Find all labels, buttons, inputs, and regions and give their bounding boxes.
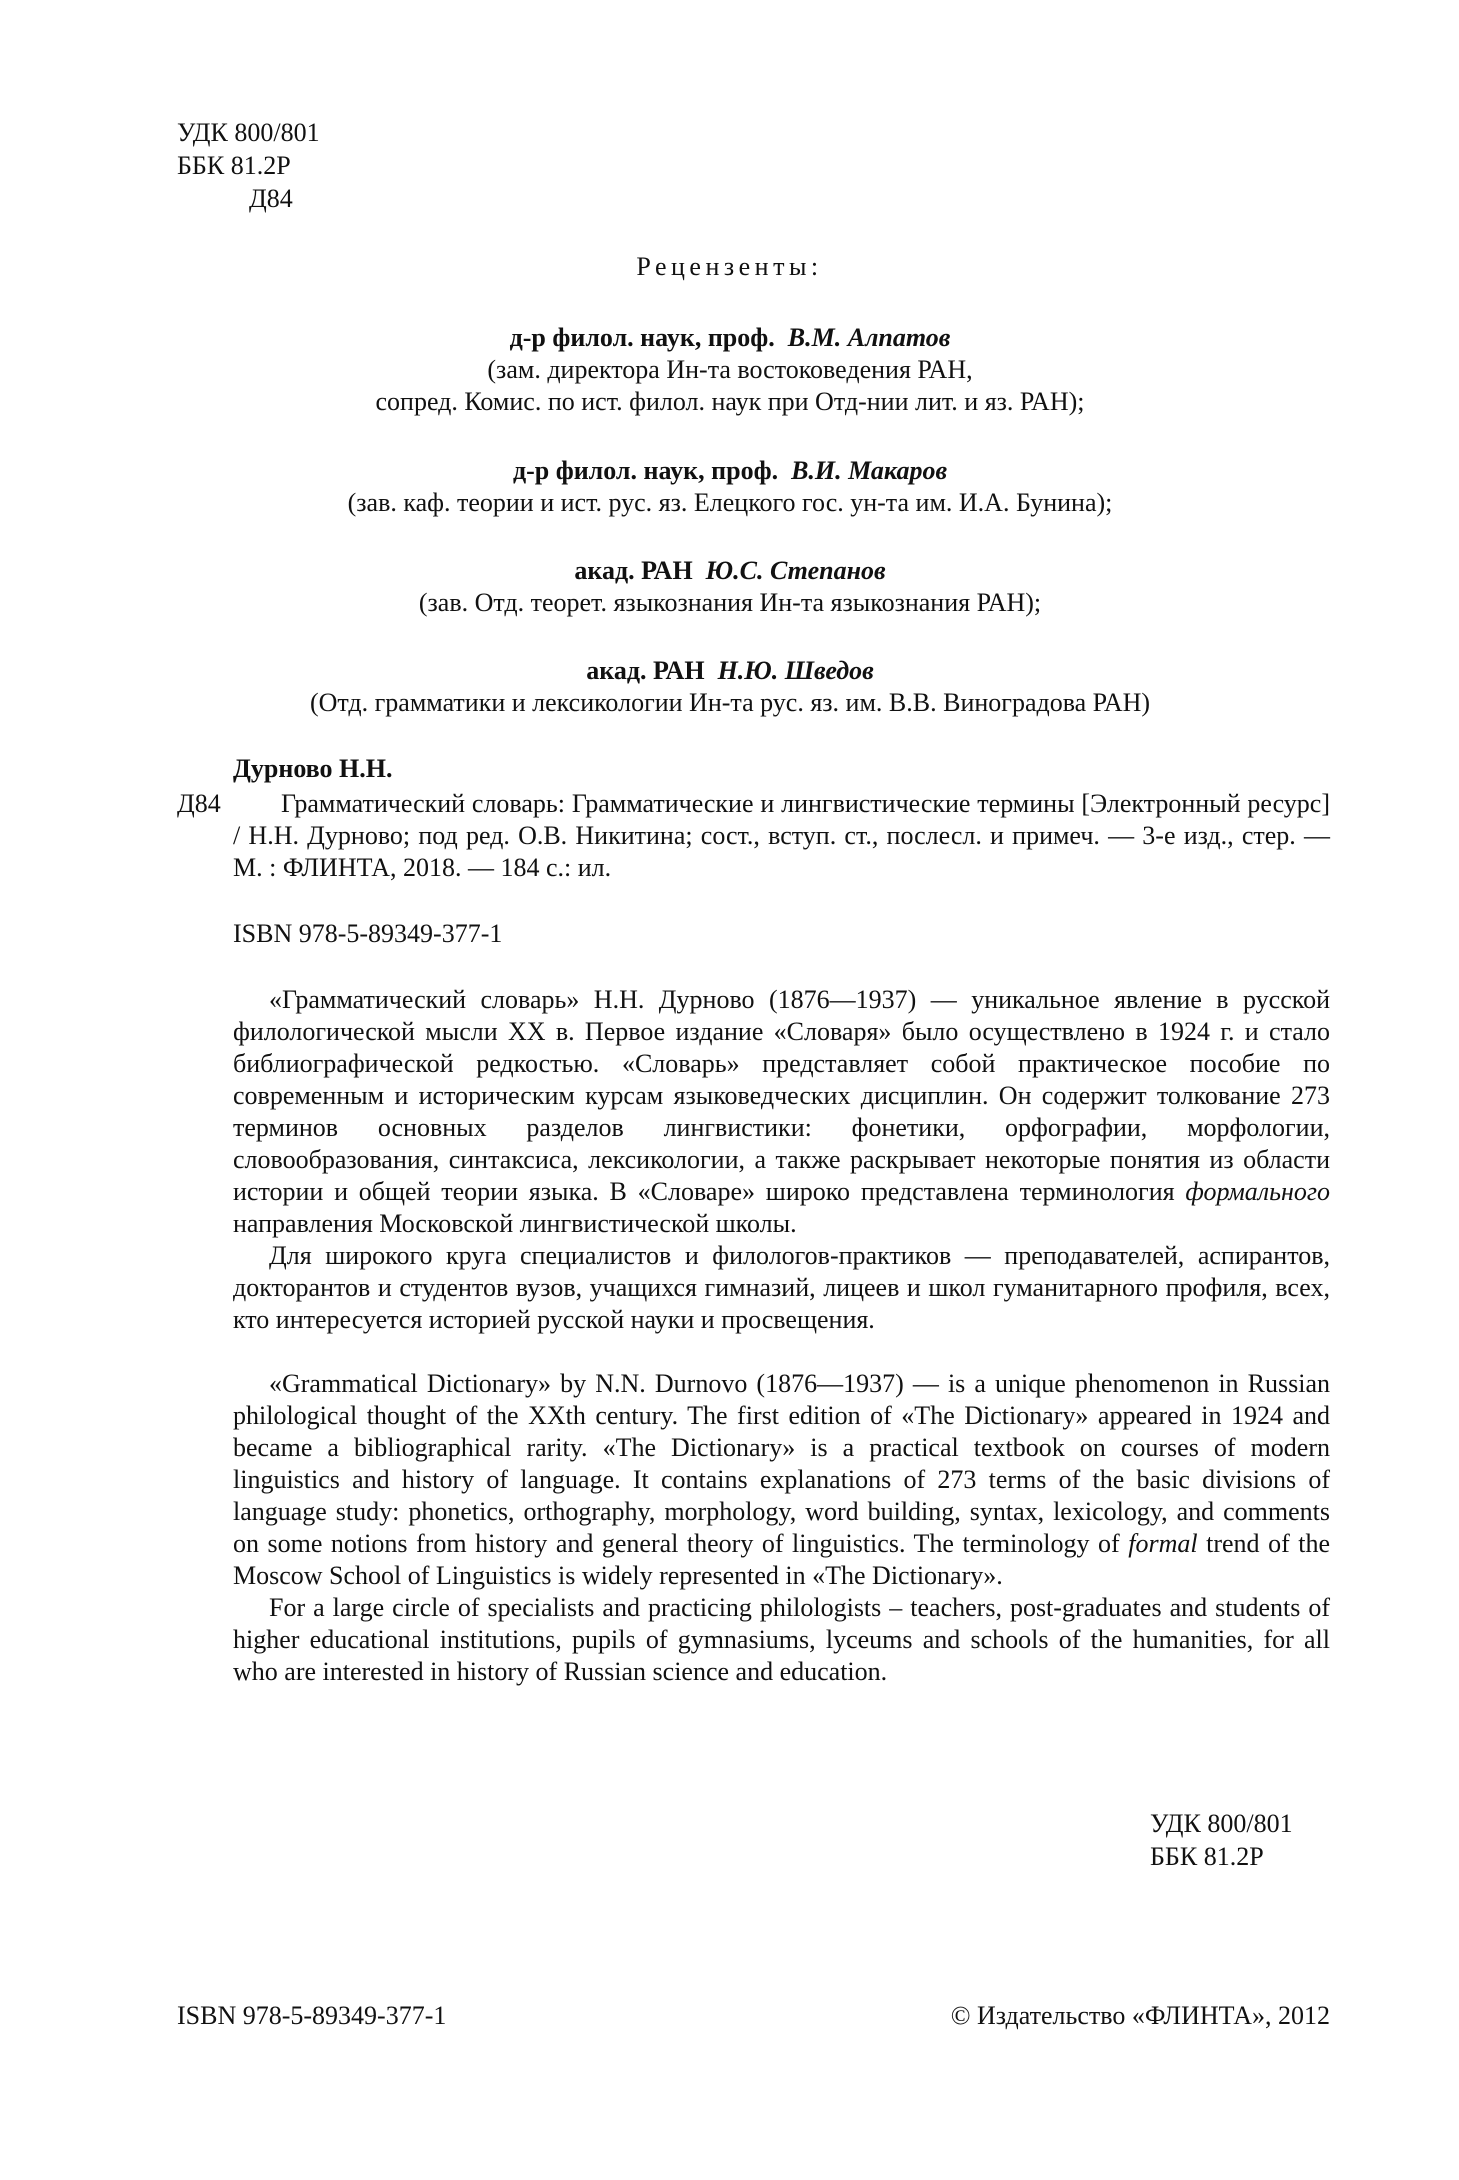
udk-code-bottom: УДК 800/801 (1150, 1809, 1293, 1838)
author-mark: Д84 (249, 184, 293, 213)
reviewer-1-heading (200, 322, 1260, 354)
abstract-en-p1-italic: formal (1128, 1529, 1198, 1558)
bbk-code: ББК 81.2Р (177, 151, 291, 180)
catalog-mark: Д84 (177, 789, 221, 818)
reviewer-2-heading (200, 455, 1260, 487)
abstract-russian (233, 984, 1330, 1336)
reviewer-2-degree: д-р филол. наук, проф. (512, 456, 779, 485)
abstract-en-paragraph-2: For a large circle of specialists and practicing philologists – teachers, post-graduates and students of higher educational institutions, pupils of gymnasiums, lyceums and schools of the humanities, for all who are interested in history of Russian science and education. (233, 1593, 1330, 1686)
reviewer-3-name: Ю.С. Степанов (705, 556, 886, 585)
abstract-ru-p1-italic: формального (1185, 1177, 1331, 1206)
catalog-description: Грамматический словарь: Грамматические и лингвистические термины [Электронный ресурс] / Н.Н. Дурново; под ред. О.В. Никитина; сост., вступ. ст., послесл. и примеч. — 3-е изд., стер. — М. : ФЛИНТА, 2018. — 184 с.: ил. (233, 789, 1330, 882)
reviewer-3 (200, 555, 1260, 619)
reviewer-1-degree: д-р филол. наук, проф. (509, 323, 775, 352)
abstract-en-p1-text-end: trend of the Moscow School of Linguistics is widely represented in «The Dictionary». (233, 1529, 1331, 1590)
reviewer-4 (200, 655, 1260, 719)
reviewer-2-name: В.И. Макаров (791, 456, 948, 485)
udk-code: УДК 800/801 (177, 118, 320, 147)
bbk-code-bottom: ББК 81.2Р (1150, 1842, 1264, 1871)
reviewer-3-degree: акад. РАН (574, 556, 693, 585)
reviewer-2 (200, 455, 1260, 519)
classification-codes (177, 117, 320, 216)
catalog-isbn: ISBN 978-5-89349-377-1 (233, 919, 503, 948)
footer-copyright: © Издательство «ФЛИНТА», 2012 (950, 2001, 1330, 2030)
reviewer-1-name: В.М. Алпатов (787, 323, 951, 352)
abstract-en-p1-text: «Grammatical Dictionary» by N.N. Durnovo (1876—1937) — is a unique phenomenon in Russian philological thought of the XXth century. The first edition of «The Dictionary» appeared in 1924 and became a bibliographical rarity. «The Dictionary» is a practical textbook on courses of modern linguistics and history of language. It contains explanations of 273 terms of the basic divisions of language study: phonetics, orthography, morphology, word building, syntax, lexicology, and comments on some notions from history and general theory of linguistics. The terminology of (233, 1369, 1330, 1558)
reviewer-3-heading (200, 555, 1260, 587)
reviewer-3-affiliation-line-1: (зав. Отд. теорет. языкознания Ин-та языкознания РАН); (418, 588, 1042, 617)
classification-codes-bottom (1150, 1808, 1293, 1874)
abstract-ru-p1-text: «Грамматический словарь» Н.Н. Дурново (1876—1937) — уникальное явление в русской филологической мысли XX в. Первое издание «Словаря» было осуществлено в 1924 г. и стало библиографической редкостью. «Словарь» представляет собой практическое пособие по современным и историческим курсам языковедческих дисциплин. Он содержит толкование 273 терминов основных разделов лингвистики: фонетики, орфографии, морфологии, словообразования, синтаксиса, лексикологии, а также раскрывает некоторые понятия из области истории и общей теории языка. В «Словаре» широко представлена терминология (233, 985, 1330, 1206)
reviewer-4-affiliation-line-1: (Отд. грамматики и лексикологии Ин-та рус. яз. им. В.В. Виноградова РАН) (309, 688, 1151, 717)
abstract-en-paragraph-1 (233, 1368, 1330, 1592)
reviewer-1-affiliation-line-1: (зам. директора Ин-та востоковедения РАН, (487, 355, 973, 384)
reviewer-1-affiliation-line-2: сопред. Комис. по ист. филол. наук при Отд-нии лит. и яз. РАН); (375, 387, 1085, 416)
reviewer-4-name: Н.Ю. Шведов (717, 656, 874, 685)
catalog-author: Дурново Н.Н. (233, 754, 393, 783)
abstract-ru-paragraph-2: Для широкого круга специалистов и филологов-практиков — преподавателей, аспирантов, докторантов и студентов вузов, учащихся гимназий, лицеев и школ гуманитарного профиля, всех, кто интересуется историей русской науки и просвещения. (233, 1241, 1330, 1334)
reviewer-2-affiliation-line-1: (зав. каф. теории и ист. рус. яз. Елецкого гос. ун-та им. И.А. Бунина); (347, 488, 1113, 517)
footer-isbn: ISBN 978-5-89349-377-1 (177, 2001, 447, 2030)
abstract-english (233, 1368, 1330, 1688)
reviewer-4-degree: акад. РАН (586, 656, 705, 685)
reviewers-title: Рецензенты: (636, 252, 823, 281)
reviewer-1 (200, 322, 1260, 418)
abstract-ru-paragraph-1 (233, 984, 1330, 1240)
abstract-ru-p1-text-end: направления Московской лингвистической школы. (233, 1209, 797, 1238)
reviewer-4-heading (200, 655, 1260, 687)
